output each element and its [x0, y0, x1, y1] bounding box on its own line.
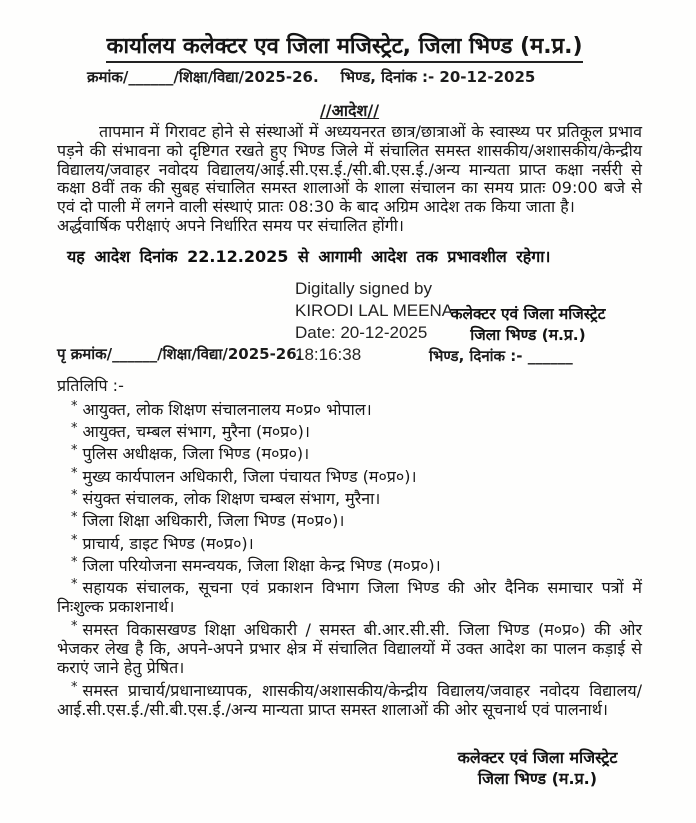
copy-item-text: आयुक्त, लोक शिक्षण संचालनालय म०प्र० भोपाल।	[82, 399, 372, 419]
order-heading-row	[57, 99, 642, 121]
authority-title: कलेक्टर एवं जिला मजिस्ट्रेट	[450, 304, 606, 323]
copy-item	[57, 553, 642, 575]
asterisk-bullet: *	[71, 510, 78, 526]
exam-note: अर्द्धवार्षिक परीक्षाएं अपने निर्धारित समय पर संचालित होंगी।	[57, 215, 404, 235]
copies-label: प्रतिलिपि :-	[57, 375, 124, 395]
asterisk-bullet: *	[71, 554, 78, 570]
endorsement-place-date: भिण्ड, दिनांक :- ______	[429, 346, 573, 365]
order-heading: //आदेश//	[319, 101, 380, 120]
place-date: भिण्ड, दिनांक :- 20-12-2025	[340, 68, 536, 86]
copy-item-text: मुख्य कार्यपालन अधिकारी, जिला पंचायत भिण्ड (म०प्र०)।	[82, 466, 417, 486]
asterisk-bullet: *	[71, 398, 78, 414]
office-title: कार्यालय कलेक्टर एव जिला मजिस्ट्रेट, जिला भिण्ड (म.प्र.)	[106, 30, 582, 63]
copy-item-text: पुलिस अधीक्षक, जिला भिण्ड (म०प्र०)।	[82, 444, 310, 464]
digital-signature-date: Date: 20-12-2025	[295, 322, 428, 342]
footer-authority-district: जिला भिण्ड (म.प्र.)	[477, 769, 598, 789]
asterisk-bullet: *	[71, 465, 78, 481]
asterisk-bullet: *	[71, 487, 78, 503]
copy-item	[57, 441, 642, 463]
endorsement-number: पृ क्रमांक/______/शिक्षा/विद्या/2025-26.	[57, 344, 303, 363]
letterhead	[47, 30, 642, 63]
copy-item-text: आयुक्त, चम्बल संभाग, मुरैना (म०प्र०)।	[82, 422, 310, 442]
effective-date-line: यह आदेश दिनांक 22.12.2025 से आगामी आदेश तक प्रभावशील रहेगा।	[67, 246, 551, 266]
copy-item	[57, 617, 642, 678]
copy-item	[57, 678, 642, 720]
copy-item-text: जिला शिक्षा अधिकारी, जिला भिण्ड (म०प्र०)।	[82, 511, 345, 531]
signing-authority-block	[419, 304, 637, 346]
asterisk-bullet: *	[71, 679, 78, 695]
asterisk-bullet: *	[71, 443, 78, 459]
copy-item	[57, 508, 642, 530]
asterisk-bullet: *	[71, 532, 78, 548]
copy-item	[57, 575, 642, 617]
digital-signature-line: Digitally signed by	[295, 278, 433, 298]
copy-item	[57, 486, 642, 508]
reference-number: क्रमांक/______/शिक्षा/विद्या/2025-26.	[87, 68, 319, 86]
copy-item	[57, 464, 642, 486]
copies-list	[57, 397, 642, 719]
copy-item-text: समस्त विकासखण्ड शिक्षा अधिकारी / समस्त बी.आर.सी.सी. जिला भिण्ड (म०प्र०) की ओर भेजकर लेख है कि, अपने-अपने प्रभार क्षेत्र में संचालित विद्यालयों में उक्त आदेश का पालन कड़ाई से कराएं जाने हेतु प्रेषित।	[57, 619, 642, 678]
copy-item-text: प्राचार्य, डाइट भिण्ड (म०प्र०)।	[82, 533, 254, 553]
copy-item-text: सहायक संचालक, सूचना एवं प्रकाशन विभाग जिला भिण्ड की ओर दैनिक समाचार पत्रों में निःशुल्क प्रकाशनार्थ।	[57, 578, 642, 617]
copy-item	[57, 419, 642, 441]
reference-line	[57, 67, 642, 87]
signature-area	[57, 278, 642, 370]
digital-signature-time: 18:16:38	[295, 344, 362, 364]
copy-item	[57, 397, 642, 419]
asterisk-bullet: *	[71, 421, 78, 437]
authority-district: जिला भिण्ड (म.प्र.)	[470, 325, 586, 344]
asterisk-bullet: *	[71, 618, 78, 634]
copy-item-text: जिला परियोजना समन्वयक, जिला शिक्षा केन्द्र भिण्ड (म०प्र०)।	[82, 555, 441, 575]
order-paragraph: तापमान में गिरावट होने से संस्थाओं में अध्ययनरत छात्र/छात्राओं के स्वास्थ्य पर प्रतिकूल प्रभाव पड़ने की संभावना को दृष्टिगत रखते हुए भिण्ड जिले में संचालित समस्त शासकीय/अशासकीय/केन्द्रीय विद्यालय/जवाहर नवोदय विद्यालय/आई.सी.एस.ई./सी.बी.एस.ई./अन्य मान्यता प्राप्त कक्षा नर्सरी से कक्षा 8वीं तक की सुबह संचालित समस्त शालाओं के शाला संचालन का समय प्रातः 09:00 बजे से एवं दो पाली में लगने वाली संस्थाएं प्रातः 08:30 के बाद अग्रिम आदेश तक किया जाता है।	[57, 122, 642, 217]
footer-authority-title: कलेक्टर एवं जिला मजिस्ट्रेट	[457, 748, 618, 768]
copy-item-text: समस्त प्राचार्य/प्रधानाध्यापक, शासकीय/अशासकीय/केन्द्रीय विद्यालय/जवाहर नवोदय विद्यालय/आई.सी.एस.ई./सी.बी.एस.ई./अन्य मान्यता प्राप्त समस्त शालाओं की ओर सूचनार्थ एवं पालनार्थ।	[57, 680, 642, 719]
copy-item-text: संयुक्त संचालक, लोक शिक्षण चम्बल संभाग, मुरैना।	[82, 488, 381, 508]
digital-signature-name: KIRODI LAL MEENA	[295, 300, 454, 320]
asterisk-bullet: *	[71, 577, 78, 593]
footer-signature-block	[425, 747, 650, 789]
copy-item	[57, 531, 642, 553]
